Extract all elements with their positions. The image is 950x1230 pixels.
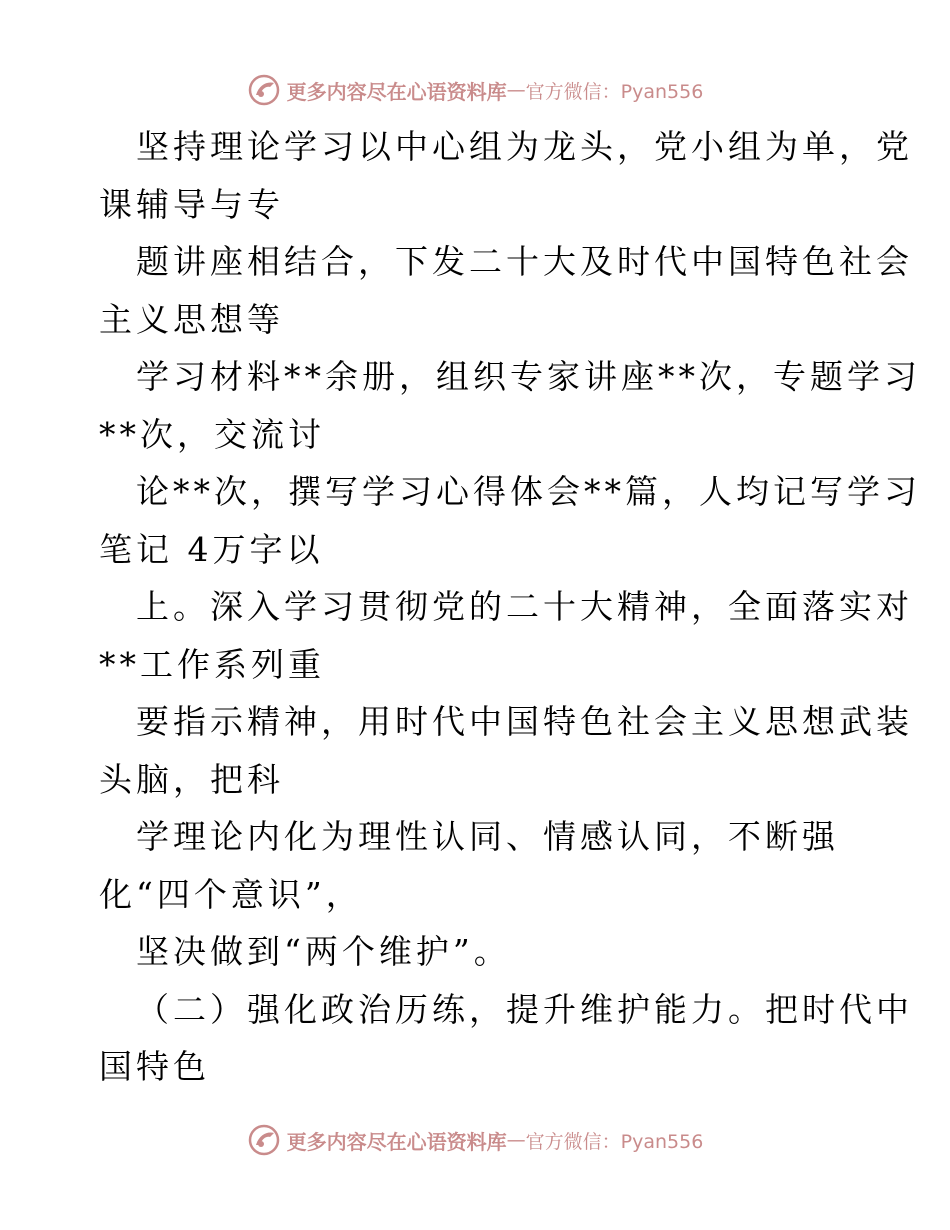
watermark-dash: — [506, 79, 526, 101]
document-body [0, 118, 950, 1096]
footer-watermark [0, 1120, 950, 1160]
watermark-brand: 更多内容尽在心语资料库 [286, 79, 507, 104]
paragraph-line: 题讲座相结合，下发二十大及时代中国特色社会 [136, 242, 913, 281]
seal-logo-icon [247, 73, 281, 107]
paragraph-line: 学习材料**余册，组织专家讲座**次，专题学习 [136, 357, 921, 396]
paragraph-line: 学理论内化为理性认同、情感认同，不断强 [136, 817, 839, 856]
paragraph-line: **次，交流讨 [99, 414, 325, 454]
watermark-wechat: 官方微信：Pyan556 [525, 1130, 704, 1153]
watermark-dash: — [506, 1129, 526, 1151]
paragraph-line: 课辅导与专 [99, 184, 284, 224]
watermark-brand: 更多内容尽在心语资料库 [286, 1129, 507, 1154]
paragraph-line: 坚决做到“两个维护”。 [136, 932, 511, 971]
paragraph-line: 笔记 4万字以 [99, 529, 324, 569]
paragraph-line: 化“四个意识”， [99, 874, 363, 914]
watermark-wechat: 官方微信：Pyan556 [525, 80, 704, 103]
paragraph-line: **工作系列重 [99, 644, 325, 684]
paragraph-line: 论**次，撰写学习心得体会**篇，人均记写学习 [136, 472, 921, 511]
paragraph-line: 坚持理论学习以中心组为龙头，党小组为单，党 [136, 127, 913, 166]
paragraph-line: 要指示精神，用时代中国特色社会主义思想武装 [136, 702, 913, 741]
paragraph-line: （二）强化政治历练，提升维护能力。把时代中 [136, 989, 913, 1029]
paragraph-line: 上。深入学习贯彻党的二十大精神，全面落实对 [136, 587, 913, 626]
seal-logo-icon [247, 1123, 281, 1157]
paragraph-line: 国特色 [99, 1047, 210, 1086]
paragraph-line: 头脑，把科 [99, 759, 284, 799]
paragraph-line: 主义思想等 [99, 299, 284, 339]
header-watermark [0, 70, 950, 110]
